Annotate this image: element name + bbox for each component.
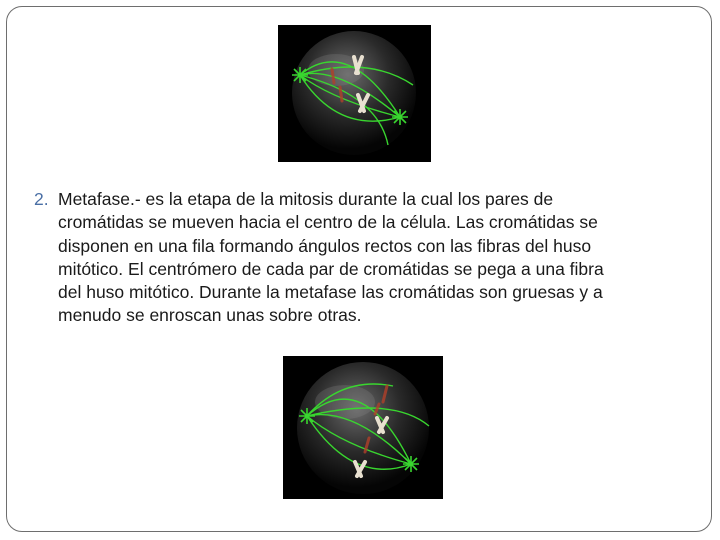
text-line-5: del huso mitótico. Durante la metafase las cromátidas son gruesas y a	[58, 282, 603, 303]
item-body	[58, 188, 690, 328]
metaphase-cell-image-bottom	[283, 356, 443, 499]
text-line-2: cromátidas se mueven hacia el centro de la célula. Las cromátidas se	[58, 212, 598, 233]
text-line-1	[58, 188, 690, 211]
text-line-3: disponen en una fila formando ángulos rectos con las fibras del huso	[58, 235, 592, 256]
term-metafase: Metafase	[58, 189, 130, 209]
text-line-6: menudo se enroscan unas sobre otras.	[58, 305, 362, 326]
line1-rest: .- es la etapa de la mitosis durante la cual los pares de	[129, 189, 554, 209]
text-line-4: mitótico. El centrómero de cada par de cromátidas se pega a una fibra	[58, 258, 604, 279]
metaphase-cell-image-top	[278, 25, 431, 162]
metaphase-description	[34, 188, 690, 328]
list-item	[34, 188, 690, 328]
item-number: 2.	[34, 189, 49, 209]
